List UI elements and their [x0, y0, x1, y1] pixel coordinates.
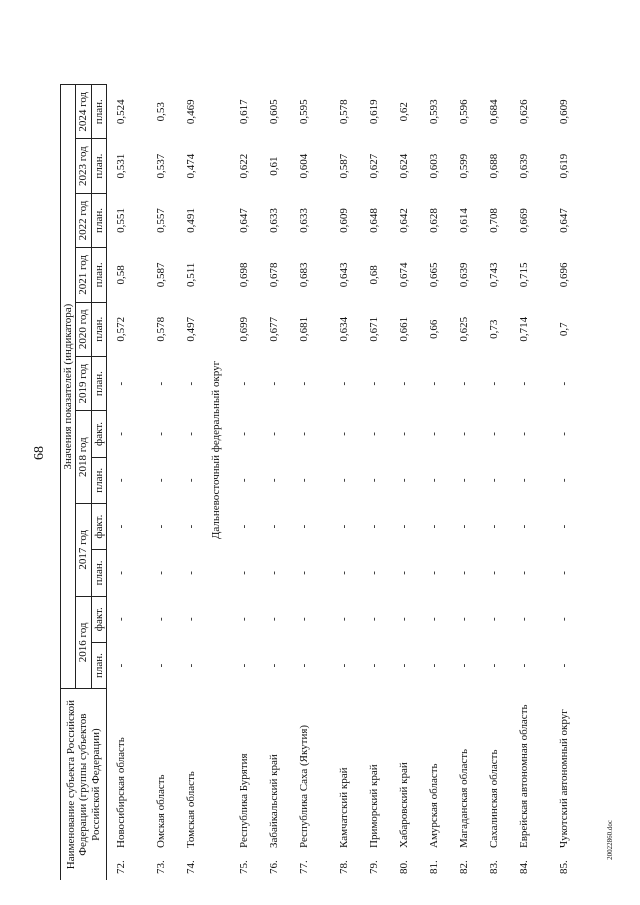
- value-2018-plan: -: [368, 478, 381, 483]
- value-2019-plan: -: [338, 381, 351, 386]
- value-2021-plan: 0,683: [298, 262, 311, 288]
- value-2018-plan: -: [558, 478, 571, 483]
- row-number: 74.: [184, 860, 197, 874]
- value-2017-fact: -: [238, 524, 251, 529]
- header-plan-2023: план.: [91, 139, 106, 193]
- value-2022-plan: 0,557: [154, 208, 167, 233]
- value-2016-plan: -: [268, 663, 281, 668]
- value-2024-plan: 0,605: [268, 99, 281, 125]
- value-2019-plan: -: [114, 381, 127, 386]
- subject-name: Чукотский автономный округ: [558, 709, 571, 848]
- value-2024-plan: 0,619: [368, 99, 381, 125]
- value-2021-plan: 0,715: [518, 262, 531, 288]
- row-filler: [550, 20, 590, 85]
- header-indicator-values: Значения показателей (индикатора): [61, 85, 76, 689]
- value-2017-plan: -: [518, 571, 531, 575]
- value-2018-fact: -: [114, 432, 127, 436]
- subject-name-cell: [106, 689, 147, 880]
- row-number: 77.: [298, 860, 311, 874]
- subject-name: Амурская область: [428, 763, 441, 848]
- row-number: 79.: [368, 860, 381, 874]
- subject-name-cell: [330, 689, 360, 880]
- value-2018-fact: -: [154, 432, 167, 436]
- district-heading: Дальневосточный федеральный округ: [209, 360, 222, 540]
- header-plan-2018: план.: [91, 457, 106, 503]
- value-2020-plan: 0,699: [238, 316, 251, 342]
- district-section: [207, 20, 230, 880]
- subject-name-cell: [480, 689, 510, 880]
- table-row: [330, 20, 360, 880]
- value-2022-plan: 0,642: [398, 208, 411, 233]
- value-2022-plan: 0,609: [338, 208, 351, 233]
- subject-name-cell: [420, 689, 450, 880]
- value-2017-fact: -: [458, 524, 471, 529]
- value-2023-plan: 0,587: [338, 153, 351, 179]
- subject-name-cell: [390, 689, 420, 880]
- value-2018-plan: -: [428, 478, 441, 483]
- value-2023-plan: 0,624: [398, 153, 411, 179]
- row-filler: [230, 20, 260, 85]
- document-filename: 20022860.doc: [606, 820, 614, 860]
- value-2022-plan: 0,633: [268, 208, 281, 233]
- value-2019-plan: -: [428, 381, 441, 386]
- value-2017-plan: -: [428, 571, 441, 575]
- value-2021-plan: 0,511: [184, 262, 197, 288]
- value-2022-plan: 0,551: [114, 208, 127, 233]
- row-filler: [510, 20, 550, 85]
- row-filler: [450, 20, 480, 85]
- table-row: [480, 20, 510, 880]
- value-2019-plan: -: [184, 381, 197, 386]
- value-2021-plan: 0,68: [368, 265, 381, 285]
- row-number: 75.: [238, 860, 251, 874]
- value-2018-plan: -: [298, 478, 311, 483]
- value-2023-plan: 0,537: [154, 153, 167, 179]
- value-2016-plan: -: [338, 663, 351, 668]
- value-2019-plan: -: [268, 381, 281, 386]
- header-plan-2021: план.: [91, 248, 106, 302]
- value-2020-plan: 0,625: [458, 316, 471, 342]
- page-number: 68: [32, 446, 47, 460]
- value-2017-plan: -: [558, 571, 571, 575]
- row-number: 76.: [268, 860, 281, 874]
- value-2020-plan: 0,66: [428, 319, 441, 339]
- value-2016-fact: -: [398, 617, 411, 622]
- value-2023-plan: 0,61: [268, 156, 281, 176]
- value-2016-plan: -: [488, 663, 501, 668]
- subject-name-cell: [510, 689, 550, 880]
- row-number: 73.: [154, 860, 167, 874]
- row-number: 81.: [428, 860, 441, 874]
- row-number: 84.: [518, 860, 531, 874]
- value-2018-fact: -: [558, 432, 571, 436]
- value-2019-plan: -: [518, 381, 531, 386]
- value-2016-plan: -: [114, 663, 127, 668]
- subject-name: Магаданская область: [458, 748, 471, 848]
- value-2018-plan: -: [238, 478, 251, 483]
- value-2018-fact: -: [398, 432, 411, 436]
- value-2017-fact: -: [184, 524, 197, 529]
- value-2018-fact: -: [184, 432, 197, 436]
- value-2021-plan: 0,58: [114, 265, 127, 285]
- value-2016-plan: -: [518, 663, 531, 668]
- value-2016-fact: -: [154, 617, 167, 622]
- value-2024-plan: 0,53: [154, 102, 167, 122]
- value-2022-plan: 0,491: [184, 208, 197, 233]
- value-2016-plan: -: [238, 663, 251, 668]
- value-2017-plan: -: [268, 571, 281, 575]
- value-2017-fact: -: [338, 524, 351, 529]
- value-2020-plan: 0,73: [488, 319, 501, 339]
- table-row: [550, 20, 590, 880]
- value-2023-plan: 0,474: [184, 153, 197, 179]
- value-2022-plan: 0,628: [428, 208, 441, 233]
- value-2019-plan: -: [368, 381, 381, 386]
- value-2017-plan: -: [298, 571, 311, 575]
- value-2017-fact: -: [114, 524, 127, 529]
- value-2020-plan: 0,634: [338, 316, 351, 342]
- subject-name-cell: [177, 689, 207, 880]
- value-2016-fact: -: [338, 617, 351, 622]
- value-2021-plan: 0,698: [238, 262, 251, 288]
- value-2018-fact: -: [368, 432, 381, 436]
- table-row: [390, 20, 420, 880]
- table-row: [260, 20, 290, 880]
- value-2018-plan: -: [154, 478, 167, 483]
- value-2020-plan: 0,661: [398, 316, 411, 342]
- value-2021-plan: 0,674: [398, 262, 411, 288]
- value-2016-fact: -: [458, 617, 471, 622]
- value-2017-fact: -: [558, 524, 571, 529]
- header-plan-2017: план.: [91, 550, 106, 596]
- indicator-table-wrapper: [60, 20, 590, 880]
- value-2016-plan: -: [458, 663, 471, 668]
- header-fact-2017: факт.: [91, 503, 106, 549]
- value-2024-plan: 0,469: [184, 99, 197, 125]
- value-2020-plan: 0,7: [558, 322, 571, 337]
- table-row: [177, 20, 207, 880]
- value-2016-plan: -: [398, 663, 411, 668]
- value-2018-plan: -: [458, 478, 471, 483]
- value-2019-plan: -: [488, 381, 501, 386]
- value-2022-plan: 0,647: [558, 208, 571, 233]
- subject-name: Хабаровский край: [398, 762, 411, 848]
- value-2016-plan: -: [154, 663, 167, 668]
- value-2016-fact: -: [298, 617, 311, 622]
- value-2024-plan: 0,595: [298, 99, 311, 125]
- value-2016-fact: -: [368, 617, 381, 622]
- subject-name-cell: [260, 689, 290, 880]
- value-2017-fact: -: [368, 524, 381, 529]
- value-2020-plan: 0,671: [368, 316, 381, 342]
- value-2021-plan: 0,639: [458, 262, 471, 288]
- value-2017-fact: -: [398, 524, 411, 529]
- subject-name: Еврейская автономная область: [518, 704, 531, 848]
- value-2020-plan: 0,677: [268, 316, 281, 342]
- value-2024-plan: 0,617: [238, 99, 251, 125]
- subject-name: Забайкальский край: [268, 754, 281, 848]
- row-number: 82.: [458, 860, 471, 874]
- value-2021-plan: 0,696: [558, 262, 571, 288]
- row-filler: [330, 20, 360, 85]
- value-2020-plan: 0,572: [114, 316, 127, 342]
- value-2020-plan: 0,681: [298, 316, 311, 342]
- value-2017-plan: -: [184, 571, 197, 575]
- value-2021-plan: 0,678: [268, 262, 281, 288]
- value-2019-plan: -: [298, 381, 311, 386]
- row-number: 72.: [114, 860, 127, 874]
- subject-name-cell: [147, 689, 177, 880]
- row-filler: [480, 20, 510, 85]
- value-2018-plan: -: [338, 478, 351, 483]
- value-2023-plan: 0,603: [428, 153, 441, 179]
- value-2017-fact: -: [518, 524, 531, 529]
- table-row: [147, 20, 177, 880]
- value-2016-plan: -: [298, 663, 311, 668]
- value-2022-plan: 0,633: [298, 208, 311, 233]
- value-2021-plan: 0,743: [488, 262, 501, 288]
- subject-name-cell: [290, 689, 330, 880]
- row-filler: [147, 20, 177, 85]
- header-plan-2020: план.: [91, 302, 106, 356]
- value-2017-fact: -: [298, 524, 311, 529]
- subject-name: Республика Бурятия: [238, 753, 251, 848]
- table-row: [450, 20, 480, 880]
- value-2019-plan: -: [398, 381, 411, 386]
- value-2021-plan: 0,665: [428, 262, 441, 288]
- value-2017-fact: -: [154, 524, 167, 529]
- value-2023-plan: 0,622: [238, 153, 251, 179]
- table-row: [360, 20, 390, 880]
- value-2016-fact: -: [268, 617, 281, 622]
- header-year-2023: 2023 год: [76, 139, 91, 193]
- header-plan-2016: план.: [91, 642, 106, 688]
- value-2024-plan: 0,596: [458, 99, 471, 125]
- header-plan-2019: план.: [91, 356, 106, 410]
- table-row: [230, 20, 260, 880]
- row-number: 85.: [558, 860, 571, 874]
- value-2018-fact: -: [268, 432, 281, 436]
- header-year-2020: 2020 год: [76, 302, 91, 356]
- row-number: 78.: [338, 860, 351, 874]
- value-2018-plan: -: [114, 478, 127, 483]
- value-2020-plan: 0,714: [518, 316, 531, 342]
- value-2018-fact: -: [518, 432, 531, 436]
- table-row: [106, 20, 147, 880]
- subject-name: Республика Саха (Якутия): [298, 724, 311, 848]
- table-body-top: [106, 20, 207, 880]
- header-filler: [61, 20, 107, 85]
- value-2023-plan: 0,688: [488, 153, 501, 179]
- value-2023-plan: 0,531: [114, 153, 127, 179]
- value-2024-plan: 0,593: [428, 99, 441, 125]
- value-2016-plan: -: [184, 663, 197, 668]
- value-2023-plan: 0,639: [518, 153, 531, 179]
- value-2017-plan: -: [154, 571, 167, 575]
- subject-name: Омская область: [154, 774, 167, 848]
- value-2016-fact: -: [518, 617, 531, 622]
- value-2018-fact: -: [238, 432, 251, 436]
- value-2018-plan: -: [518, 478, 531, 483]
- table-row: [420, 20, 450, 880]
- value-2019-plan: -: [154, 381, 167, 386]
- value-2018-plan: -: [268, 478, 281, 483]
- value-2016-fact: -: [488, 617, 501, 622]
- value-2018-fact: -: [298, 432, 311, 436]
- value-2016-fact: -: [558, 617, 571, 622]
- subject-name-cell: [360, 689, 390, 880]
- header-year-2018: 2018 год: [76, 411, 91, 504]
- value-2022-plan: 0,708: [488, 208, 501, 233]
- row-filler: [177, 20, 207, 85]
- table-row: [510, 20, 550, 880]
- value-2017-plan: -: [398, 571, 411, 575]
- value-2019-plan: -: [458, 381, 471, 386]
- value-2018-plan: -: [398, 478, 411, 483]
- value-2017-plan: -: [488, 571, 501, 575]
- subject-name: Новосибирская область: [114, 737, 127, 848]
- value-2017-fact: -: [428, 524, 441, 529]
- value-2018-fact: -: [428, 432, 441, 436]
- header-subject-name: Наименование субъекта Российской Федерации (группы субъектов Российской Федерации): [61, 689, 107, 880]
- value-2017-fact: -: [488, 524, 501, 529]
- value-2024-plan: 0,524: [114, 99, 127, 125]
- value-2020-plan: 0,497: [184, 316, 197, 342]
- value-2023-plan: 0,627: [368, 153, 381, 179]
- value-2016-fact: -: [184, 617, 197, 622]
- value-2021-plan: 0,587: [154, 262, 167, 288]
- row-number: 80.: [398, 860, 411, 874]
- row-filler: [420, 20, 450, 85]
- value-2024-plan: 0,62: [398, 102, 411, 122]
- value-2017-plan: -: [458, 571, 471, 575]
- subject-name-cell: [450, 689, 480, 880]
- subject-name: Камчатский край: [338, 767, 351, 848]
- row-filler: [106, 20, 147, 85]
- value-2017-plan: -: [338, 571, 351, 575]
- indicator-table: [60, 20, 590, 880]
- row-filler: [390, 20, 420, 85]
- value-2018-fact: -: [338, 432, 351, 436]
- value-2017-plan: -: [368, 571, 381, 575]
- value-2024-plan: 0,609: [558, 99, 571, 125]
- table-header: [61, 20, 107, 880]
- header-year-2016: 2016 год: [76, 596, 91, 689]
- header-year-2024: 2024 год: [76, 85, 91, 139]
- value-2022-plan: 0,614: [458, 208, 471, 233]
- header-year-2022: 2022 год: [76, 193, 91, 247]
- header-fact-2018: факт.: [91, 411, 106, 457]
- header-plan-2022: план.: [91, 193, 106, 247]
- value-2022-plan: 0,647: [238, 208, 251, 233]
- value-2024-plan: 0,626: [518, 99, 531, 125]
- table-row: [290, 20, 330, 880]
- row-filler: [290, 20, 330, 85]
- value-2024-plan: 0,578: [338, 99, 351, 125]
- row-number: 83.: [488, 860, 501, 874]
- value-2017-fact: -: [268, 524, 281, 529]
- header-fact-2016: факт.: [91, 596, 106, 642]
- value-2017-plan: -: [114, 571, 127, 575]
- value-2023-plan: 0,599: [458, 153, 471, 179]
- value-2022-plan: 0,669: [518, 208, 531, 233]
- subject-name-cell: [550, 689, 590, 880]
- subject-name: Приморский край: [368, 764, 381, 848]
- value-2019-plan: -: [238, 381, 251, 386]
- value-2016-plan: -: [428, 663, 441, 668]
- subject-name: Томская область: [184, 771, 197, 848]
- value-2018-plan: -: [184, 478, 197, 483]
- value-2018-fact: -: [488, 432, 501, 436]
- header-year-2021: 2021 год: [76, 248, 91, 302]
- value-2024-plan: 0,684: [488, 99, 501, 125]
- header-year-2017: 2017 год: [76, 503, 91, 596]
- value-2016-fact: -: [114, 617, 127, 622]
- value-2021-plan: 0,643: [338, 262, 351, 288]
- row-filler: [260, 20, 290, 85]
- value-2016-plan: -: [368, 663, 381, 668]
- subject-name-cell: [230, 689, 260, 880]
- value-2023-plan: 0,619: [558, 153, 571, 179]
- value-2020-plan: 0,578: [154, 316, 167, 342]
- row-filler: [360, 20, 390, 85]
- subject-name: Сахалинская область: [488, 749, 501, 848]
- value-2016-fact: -: [238, 617, 251, 622]
- value-2023-plan: 0,604: [298, 153, 311, 179]
- header-plan-2024: план.: [91, 85, 106, 139]
- value-2016-fact: -: [428, 617, 441, 622]
- value-2018-fact: -: [458, 432, 471, 436]
- rotated-table-container: [60, 20, 590, 880]
- value-2019-plan: -: [558, 381, 571, 386]
- value-2022-plan: 0,648: [368, 208, 381, 233]
- value-2016-plan: -: [558, 663, 571, 668]
- value-2018-plan: -: [488, 478, 501, 483]
- table-body-bottom: [230, 20, 590, 880]
- value-2017-plan: -: [238, 571, 251, 575]
- header-year-2019: 2019 год: [76, 356, 91, 410]
